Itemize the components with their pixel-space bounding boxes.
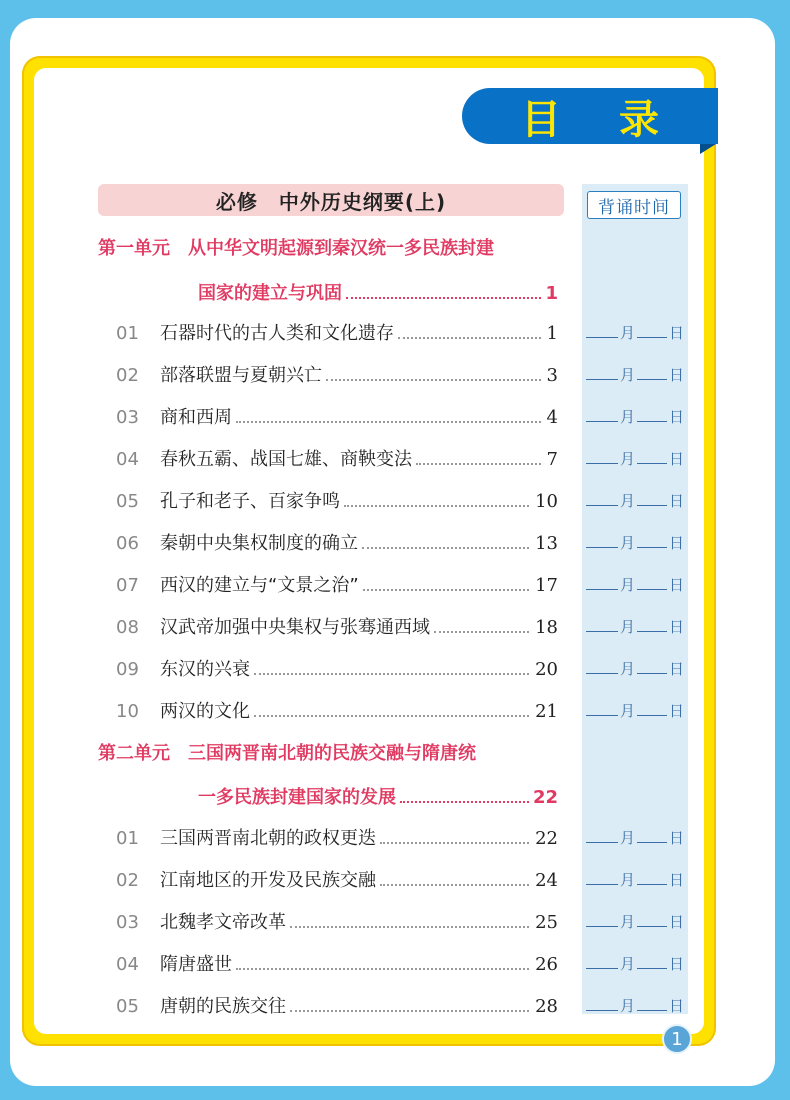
day-blank[interactable] xyxy=(637,884,667,885)
lesson-page: 18 xyxy=(535,617,558,638)
day-blank[interactable] xyxy=(637,463,667,464)
month-label: 月 xyxy=(620,408,636,426)
banner-fold xyxy=(700,144,716,154)
dot-leader xyxy=(326,379,541,381)
day-label: 日 xyxy=(669,955,685,973)
toc-banner xyxy=(462,88,718,144)
lesson-number: 04 xyxy=(116,954,139,975)
toc-entry[interactable] xyxy=(116,319,558,349)
day-blank[interactable] xyxy=(637,842,667,843)
month-blank[interactable] xyxy=(586,379,618,380)
recite-date-field[interactable] xyxy=(586,827,686,855)
month-blank[interactable] xyxy=(586,673,618,674)
day-label: 日 xyxy=(669,366,685,384)
lesson-number: 09 xyxy=(116,659,139,680)
unit-title-line1[interactable]: 第二单元 三国两晋南北朝的民族交融与隋唐统 xyxy=(98,743,476,764)
recite-time-header: 背诵时间 xyxy=(587,191,681,219)
lesson-number: 01 xyxy=(116,828,139,849)
lesson-number: 05 xyxy=(116,996,139,1017)
dot-leader xyxy=(236,421,541,423)
day-blank[interactable] xyxy=(637,589,667,590)
dot-leader xyxy=(362,547,529,549)
toc-entry[interactable] xyxy=(116,571,558,601)
lesson-page: 24 xyxy=(535,870,558,891)
recite-date-field[interactable] xyxy=(586,322,686,350)
recite-date-field[interactable] xyxy=(586,364,686,392)
dot-leader xyxy=(416,463,541,465)
recite-date-field[interactable] xyxy=(586,574,686,602)
dot-leader xyxy=(344,505,529,507)
recite-date-field[interactable] xyxy=(586,616,686,644)
lesson-title: 汉武帝加强中央集权与张骞通西域 xyxy=(160,617,430,638)
day-label: 日 xyxy=(669,492,685,510)
toc-entry[interactable] xyxy=(116,866,558,896)
day-label: 日 xyxy=(669,913,685,931)
month-label: 月 xyxy=(620,997,636,1015)
month-label: 月 xyxy=(620,576,636,594)
month-blank[interactable] xyxy=(586,337,618,338)
lesson-title: 部落联盟与夏朝兴亡 xyxy=(160,365,322,386)
page-number-badge: 1 xyxy=(662,1024,692,1054)
lesson-title: 商和西周 xyxy=(160,407,232,428)
dot-leader xyxy=(290,1010,529,1012)
dot-leader xyxy=(363,589,529,591)
month-blank[interactable] xyxy=(586,842,618,843)
toc-entry[interactable] xyxy=(116,529,558,559)
month-blank[interactable] xyxy=(586,884,618,885)
month-label: 月 xyxy=(620,450,636,468)
day-blank[interactable] xyxy=(637,715,667,716)
lesson-number: 10 xyxy=(116,701,139,722)
dot-leader xyxy=(346,297,541,299)
month-label: 月 xyxy=(620,829,636,847)
month-label: 月 xyxy=(620,871,636,889)
day-label: 日 xyxy=(669,871,685,889)
lesson-title: 孔子和老子、百家争鸣 xyxy=(160,491,340,512)
month-blank[interactable] xyxy=(586,589,618,590)
day-blank[interactable] xyxy=(637,505,667,506)
recite-date-field[interactable] xyxy=(586,869,686,897)
lesson-title: 石器时代的古人类和文化遗存 xyxy=(160,323,394,344)
lesson-title: 三国两晋南北朝的政权更迭 xyxy=(160,828,376,849)
day-label: 日 xyxy=(669,534,685,552)
lesson-title: 春秋五霸、战国七雄、商鞅变法 xyxy=(160,449,412,470)
toc-entry[interactable] xyxy=(116,445,558,475)
unit-title-cont: 国家的建立与巩固 xyxy=(198,283,342,304)
lesson-page: 10 xyxy=(535,491,558,512)
lesson-title: 北魏孝文帝改革 xyxy=(160,912,286,933)
lesson-page: 3 xyxy=(546,365,558,386)
day-label: 日 xyxy=(669,660,685,678)
month-label: 月 xyxy=(620,955,636,973)
day-label: 日 xyxy=(669,997,685,1015)
day-blank[interactable] xyxy=(637,631,667,632)
recite-date-field[interactable] xyxy=(586,532,686,560)
day-label: 日 xyxy=(669,450,685,468)
lesson-title: 隋唐盛世 xyxy=(160,954,232,975)
lesson-number: 05 xyxy=(116,491,139,512)
unit-title-line2[interactable] xyxy=(198,783,558,809)
month-blank[interactable] xyxy=(586,968,618,969)
dot-leader xyxy=(254,715,529,717)
lesson-number: 06 xyxy=(116,533,139,554)
lesson-number: 07 xyxy=(116,575,139,596)
month-label: 月 xyxy=(620,702,636,720)
day-blank[interactable] xyxy=(637,421,667,422)
lesson-page: 20 xyxy=(535,659,558,680)
dot-leader xyxy=(380,884,529,886)
toc-entry[interactable] xyxy=(116,403,558,433)
month-blank[interactable] xyxy=(586,1010,618,1011)
day-label: 日 xyxy=(669,576,685,594)
lesson-page: 4 xyxy=(546,407,558,428)
unit-page: 1 xyxy=(545,283,558,304)
recite-date-field[interactable] xyxy=(586,953,686,981)
day-blank[interactable] xyxy=(637,547,667,548)
day-blank[interactable] xyxy=(637,926,667,927)
recite-date-field[interactable] xyxy=(586,995,686,1023)
lesson-title: 两汉的文化 xyxy=(160,701,250,722)
lesson-page: 7 xyxy=(546,449,558,470)
lesson-page: 22 xyxy=(535,828,558,849)
month-blank[interactable] xyxy=(586,463,618,464)
section-header: 必修 中外历史纲要(上) xyxy=(98,184,564,216)
recite-date-field[interactable] xyxy=(586,406,686,434)
unit-title-cont: 一多民族封建国家的发展 xyxy=(198,787,396,808)
unit-title-line2[interactable] xyxy=(198,279,558,305)
toc-entry[interactable] xyxy=(116,361,558,391)
lesson-title: 江南地区的开发及民族交融 xyxy=(160,870,376,891)
recite-date-field[interactable] xyxy=(586,911,686,939)
day-label: 日 xyxy=(669,702,685,720)
lesson-title: 东汉的兴衰 xyxy=(160,659,250,680)
lesson-page: 21 xyxy=(535,701,558,722)
lesson-page: 13 xyxy=(535,533,558,554)
recite-date-field[interactable] xyxy=(586,490,686,518)
lesson-title: 唐朝的民族交往 xyxy=(160,996,286,1017)
toc-entry[interactable] xyxy=(116,950,558,980)
day-label: 日 xyxy=(669,408,685,426)
month-blank[interactable] xyxy=(586,631,618,632)
recite-date-field[interactable] xyxy=(586,448,686,476)
lesson-page: 1 xyxy=(546,323,558,344)
lesson-page: 17 xyxy=(535,575,558,596)
lesson-title: 西汉的建立与“文景之治” xyxy=(160,575,359,596)
toc-entry[interactable] xyxy=(116,992,558,1022)
dot-leader xyxy=(236,968,529,970)
toc-entry[interactable] xyxy=(116,655,558,685)
dot-leader xyxy=(254,673,529,675)
month-blank[interactable] xyxy=(586,547,618,548)
toc-title: 目 录 xyxy=(521,96,681,143)
lesson-number: 08 xyxy=(116,617,139,638)
toc-entry[interactable] xyxy=(116,487,558,517)
lesson-number: 04 xyxy=(116,449,139,470)
day-blank[interactable] xyxy=(637,337,667,338)
day-blank[interactable] xyxy=(637,673,667,674)
month-blank[interactable] xyxy=(586,715,618,716)
lesson-number: 03 xyxy=(116,407,139,428)
toc-entry[interactable] xyxy=(116,824,558,854)
lesson-title: 秦朝中央集权制度的确立 xyxy=(160,533,358,554)
toc-entry[interactable] xyxy=(116,697,558,727)
month-label: 月 xyxy=(620,492,636,510)
dot-leader xyxy=(434,631,529,633)
dot-leader xyxy=(398,337,541,339)
month-label: 月 xyxy=(620,913,636,931)
dot-leader xyxy=(290,926,529,928)
day-label: 日 xyxy=(669,324,685,342)
month-blank[interactable] xyxy=(586,505,618,506)
toc-entry[interactable] xyxy=(116,613,558,643)
recite-date-field[interactable] xyxy=(586,700,686,728)
month-label: 月 xyxy=(620,324,636,342)
day-blank[interactable] xyxy=(637,379,667,380)
month-label: 月 xyxy=(620,366,636,384)
day-label: 日 xyxy=(669,618,685,636)
lesson-page: 26 xyxy=(535,954,558,975)
month-blank[interactable] xyxy=(586,926,618,927)
lesson-page: 25 xyxy=(535,912,558,933)
toc-entry[interactable] xyxy=(116,908,558,938)
lesson-page: 28 xyxy=(535,996,558,1017)
month-label: 月 xyxy=(620,618,636,636)
day-label: 日 xyxy=(669,829,685,847)
dot-leader xyxy=(380,842,529,844)
unit-title-line1[interactable]: 第一单元 从中华文明起源到秦汉统一多民族封建 xyxy=(98,238,494,259)
day-blank[interactable] xyxy=(637,968,667,969)
lesson-number: 01 xyxy=(116,323,139,344)
dot-leader xyxy=(400,801,529,803)
month-label: 月 xyxy=(620,534,636,552)
month-label: 月 xyxy=(620,660,636,678)
lesson-number: 02 xyxy=(116,365,139,386)
recite-date-field[interactable] xyxy=(586,658,686,686)
day-blank[interactable] xyxy=(637,1010,667,1011)
unit-page: 22 xyxy=(532,787,558,808)
month-blank[interactable] xyxy=(586,421,618,422)
lesson-number: 03 xyxy=(116,912,139,933)
lesson-number: 02 xyxy=(116,870,139,891)
